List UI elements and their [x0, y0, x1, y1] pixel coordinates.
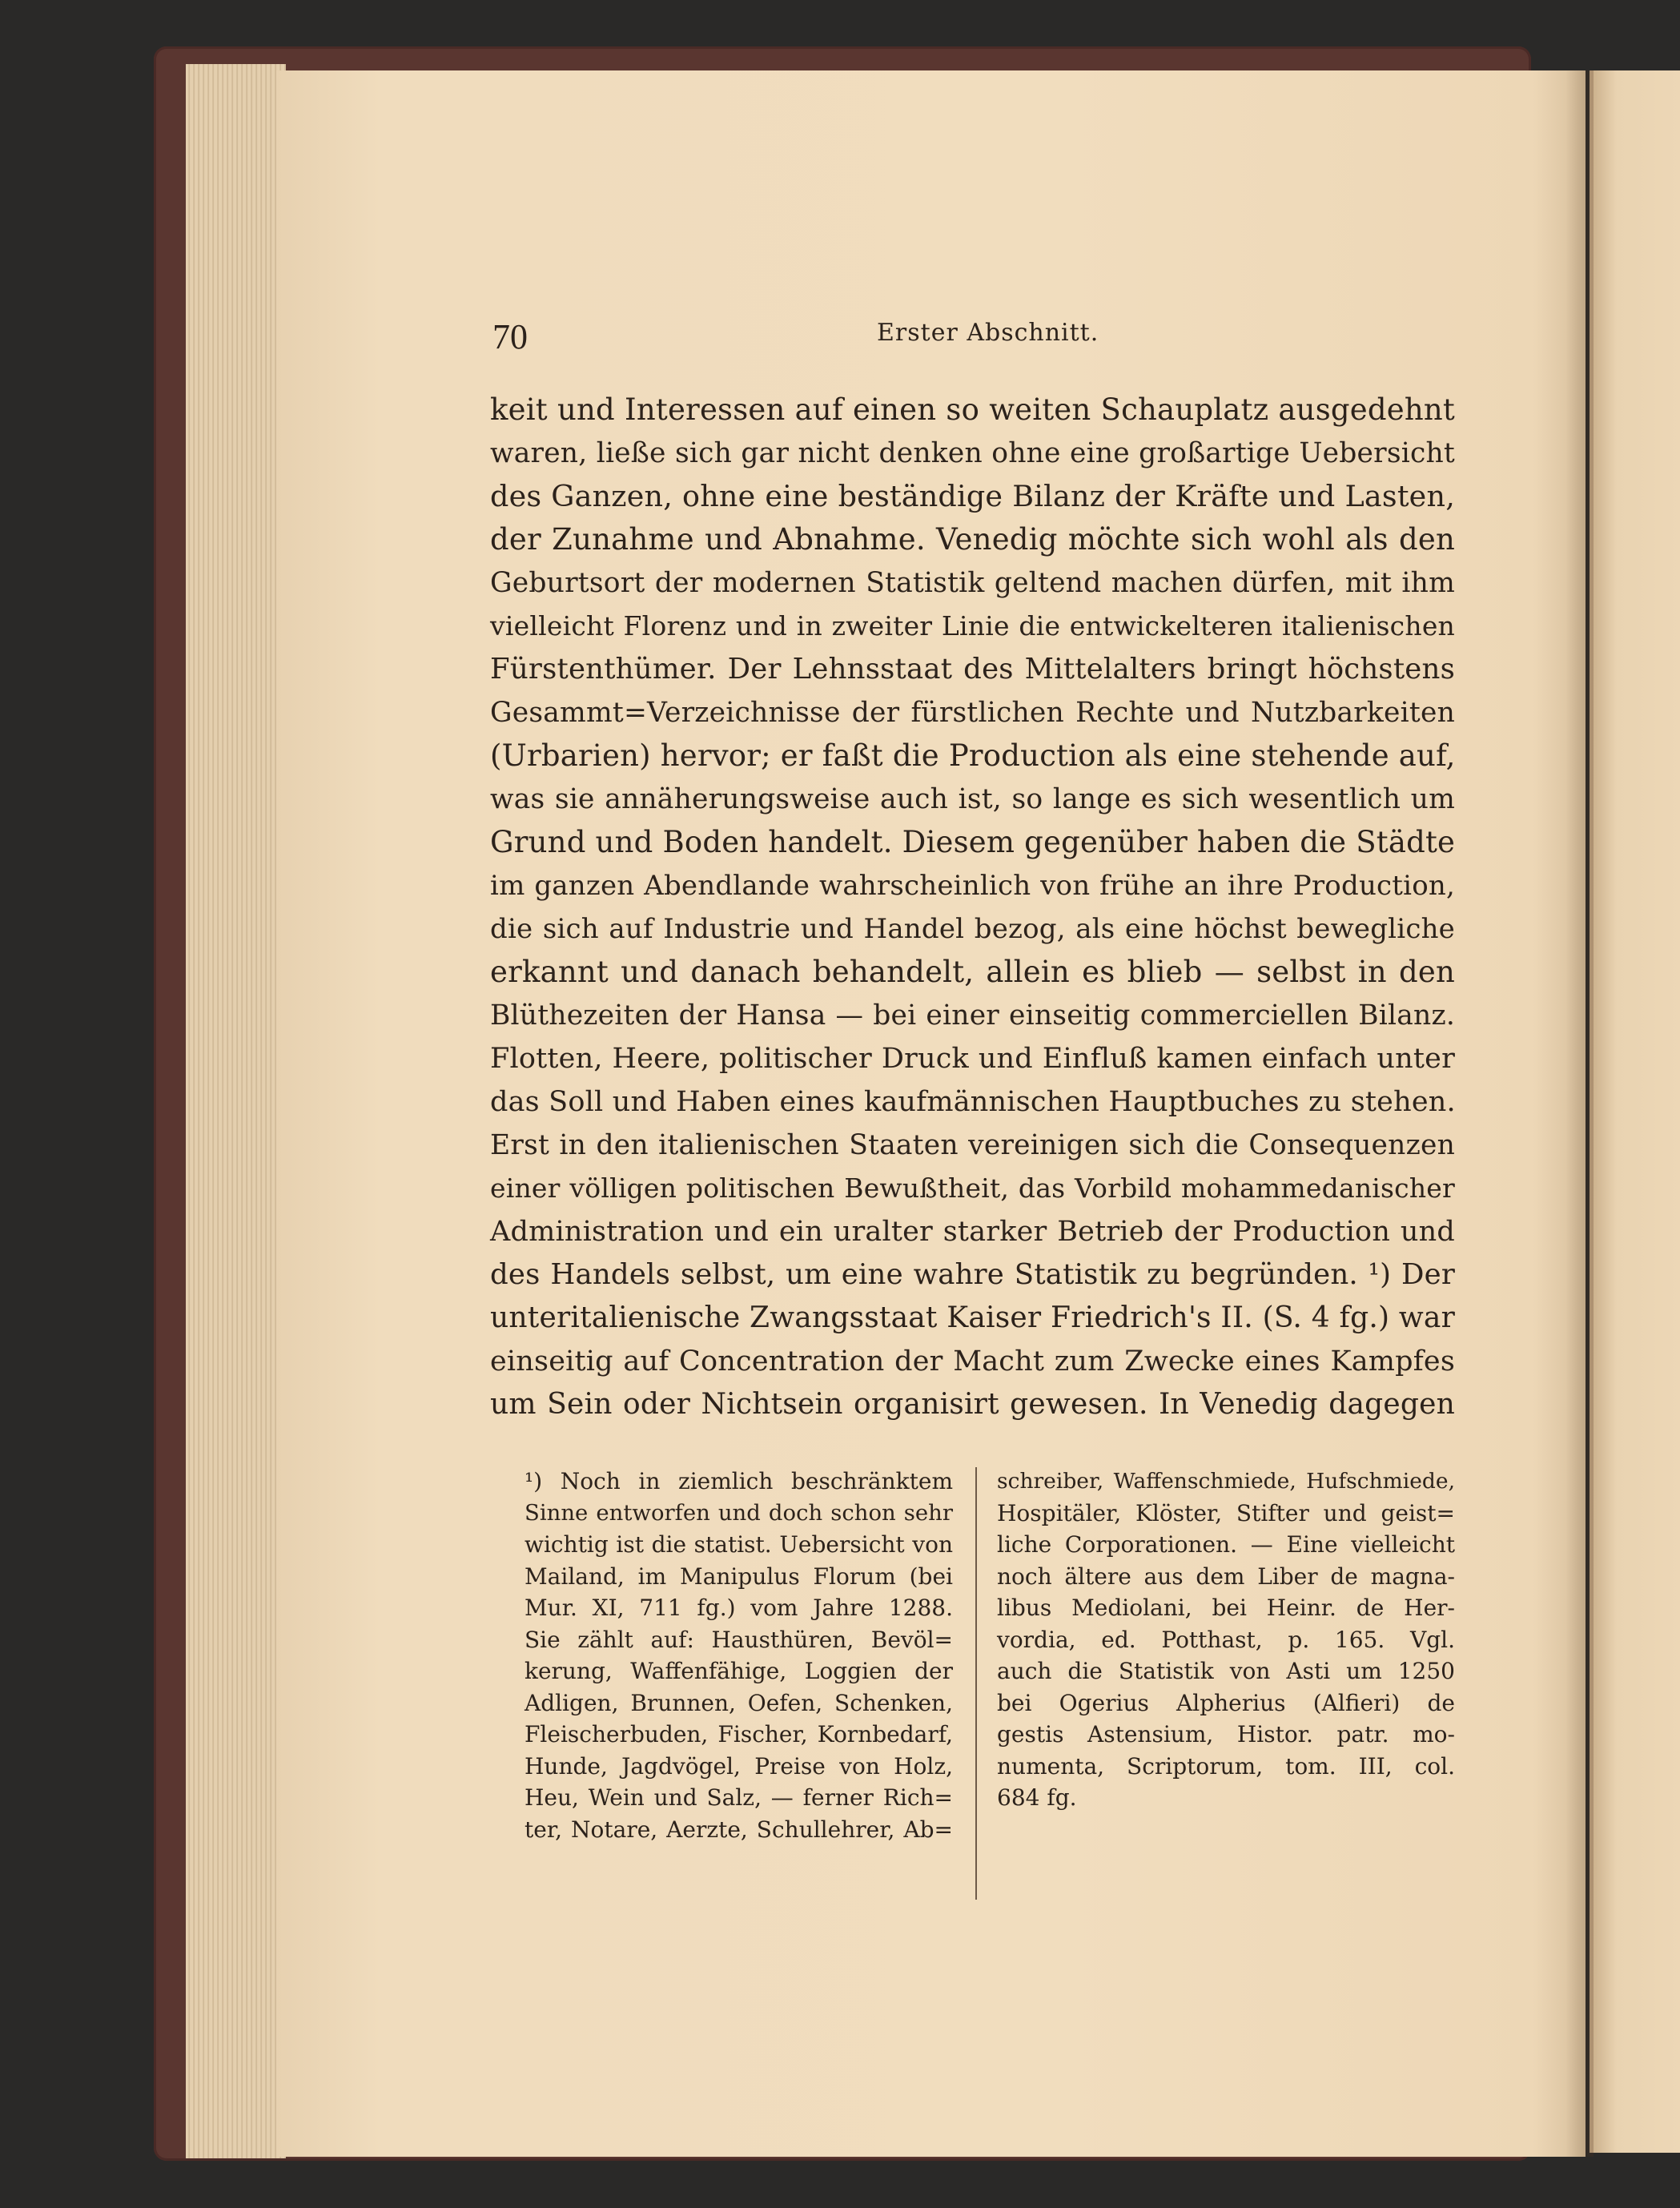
- body-line: erkannt und danach behandelt, allein es blieb — selbst in den: [490, 955, 1455, 989]
- facing-page-edge: [1590, 70, 1680, 2153]
- body-text: [490, 388, 1455, 1426]
- footnote-line: auch die Statistik von Asti um 1250: [997, 1658, 1455, 1684]
- body-line: des Ganzen, ohne eine beständige Bilanz der Kräfte und Lasten,: [490, 479, 1455, 513]
- body-line: des Handels selbst, um eine wahre Statistik zu begründen. ¹) Der: [490, 1258, 1455, 1291]
- footnote-line: noch ältere aus dem Liber de magna-: [997, 1562, 1455, 1590]
- body-line: Fürstenthümer. Der Lehnsstaat des Mittelalters bringt höchstens: [490, 653, 1455, 686]
- body-line: einseitig auf Concentration der Macht zum Zwecke eines Kampfes: [490, 1345, 1455, 1377]
- page-number: 70: [492, 317, 528, 356]
- gutter-shadow: [1565, 70, 1594, 2157]
- footnote-line: kerung, Waffenfähige, Loggien der: [524, 1658, 953, 1684]
- body-line: unteritalienische Zwangsstaat Kaiser Friedrich's II. (S. 4 fg.) war: [490, 1301, 1455, 1334]
- footnote-line: bei Ogerius Alpherius (Alfieri) de: [997, 1689, 1455, 1716]
- footnote-line: Mur. XI, 711 fg.) vom Jahre 1288.: [524, 1595, 953, 1621]
- body-line: der Zunahme und Abnahme. Venedig möchte sich wohl als den: [490, 522, 1455, 557]
- body-line: Blüthezeiten der Hansa — bei einer einseitig commerciellen Bilanz.: [490, 999, 1455, 1032]
- body-line: was sie annäherungsweise auch ist, so lange es sich wesentlich um: [490, 783, 1455, 815]
- page-edges: [186, 64, 286, 2158]
- footnote-line: gestis Astensium, Histor. patr. mo-: [997, 1721, 1455, 1747]
- body-line: einer völligen politischen Bewußtheit, das Vorbild mohammedanischer: [490, 1172, 1455, 1204]
- footnote-line: schreiber, Waffenschmiede, Hufschmiede,: [997, 1469, 1455, 1494]
- footnote-line: libus Mediolani, bei Heinr. de Her-: [997, 1595, 1455, 1621]
- footnote-line: Hospitäler, Klöster, Stifter und geist=: [997, 1499, 1455, 1526]
- footnote-column-right: [997, 1466, 1455, 1814]
- body-line: vielleicht Florenz und in zweiter Linie die entwickelteren italienischen: [490, 610, 1455, 641]
- body-line: Grund und Boden handelt. Diesem gegenüber haben die Städte: [490, 825, 1456, 859]
- footnote-line: 684 fg.: [997, 1784, 1077, 1811]
- footnote-line: Heu, Wein und Salz, — ferner Rich=: [524, 1784, 953, 1811]
- body-line: Geburtsort der modernen Statistik geltend machen dürfen, mit ihm: [490, 567, 1455, 599]
- body-line: im ganzen Abendlande wahrscheinlich von frühe an ihre Production,: [490, 870, 1455, 902]
- body-line: Administration und ein uralter starker Betrieb der Production und: [490, 1216, 1455, 1248]
- body-line: das Soll und Haben eines kaufmännischen Hauptbuches zu stehen.: [490, 1086, 1456, 1118]
- body-line: Flotten, Heere, politischer Druck und Einfluß kamen einfach unter: [490, 1043, 1455, 1075]
- footnote-line: Fleischerbuden, Fischer, Kornbedarf,: [524, 1721, 953, 1747]
- running-head: Erster Abschnitt.: [877, 319, 1099, 347]
- footnote-line: wichtig ist die statist. Uebersicht von: [524, 1531, 953, 1558]
- footnote-column-left: [524, 1466, 953, 1845]
- footnote-column-divider: [975, 1467, 977, 1900]
- body-line: keit und Interessen auf einen so weiten Schauplatz ausgedehnt: [490, 392, 1455, 427]
- body-line: (Urbarien) hervor; er faßt die Production als eine stehende auf,: [490, 738, 1456, 773]
- footnote-line: ¹) Noch in ziemlich beschränktem: [524, 1468, 953, 1494]
- footnote-line: vordia, ed. Potthast, p. 165. Vgl.: [997, 1626, 1455, 1653]
- footnote-line: liche Corporationen. — Eine vielleicht: [997, 1531, 1455, 1558]
- body-line: Erst in den italienischen Staaten vereinigen sich die Consequenzen: [490, 1129, 1455, 1161]
- body-line: um Sein oder Nichtsein organisirt gewesen. In Venedig dagegen: [490, 1388, 1455, 1421]
- footnote-line: Hunde, Jagdvögel, Preise von Holz,: [524, 1752, 953, 1780]
- footnote-line: Sinne entworfen und doch schon sehr: [524, 1499, 953, 1526]
- footnote-line: Mailand, im Manipulus Florum (bei: [524, 1562, 953, 1590]
- body-line: waren, ließe sich gar nicht denken ohne eine großartige Uebersicht: [490, 437, 1455, 469]
- body-line: die sich auf Industrie und Handel bezog, als eine höchst bewegliche: [490, 913, 1455, 945]
- footnotes: [524, 1466, 1455, 1906]
- footnote-line: Sie zählt auf: Hausthüren, Bevöl=: [524, 1626, 953, 1653]
- footnote-line: ter, Notare, Aerzte, Schullehrer, Ab=: [524, 1816, 953, 1843]
- footnote-line: Adligen, Brunnen, Oefen, Schenken,: [524, 1689, 953, 1716]
- footnote-line: numenta, Scriptorum, tom. III, col.: [997, 1752, 1455, 1780]
- body-line: Gesammt=Verzeichnisse der fürstlichen Rechte und Nutzbarkeiten: [490, 697, 1455, 729]
